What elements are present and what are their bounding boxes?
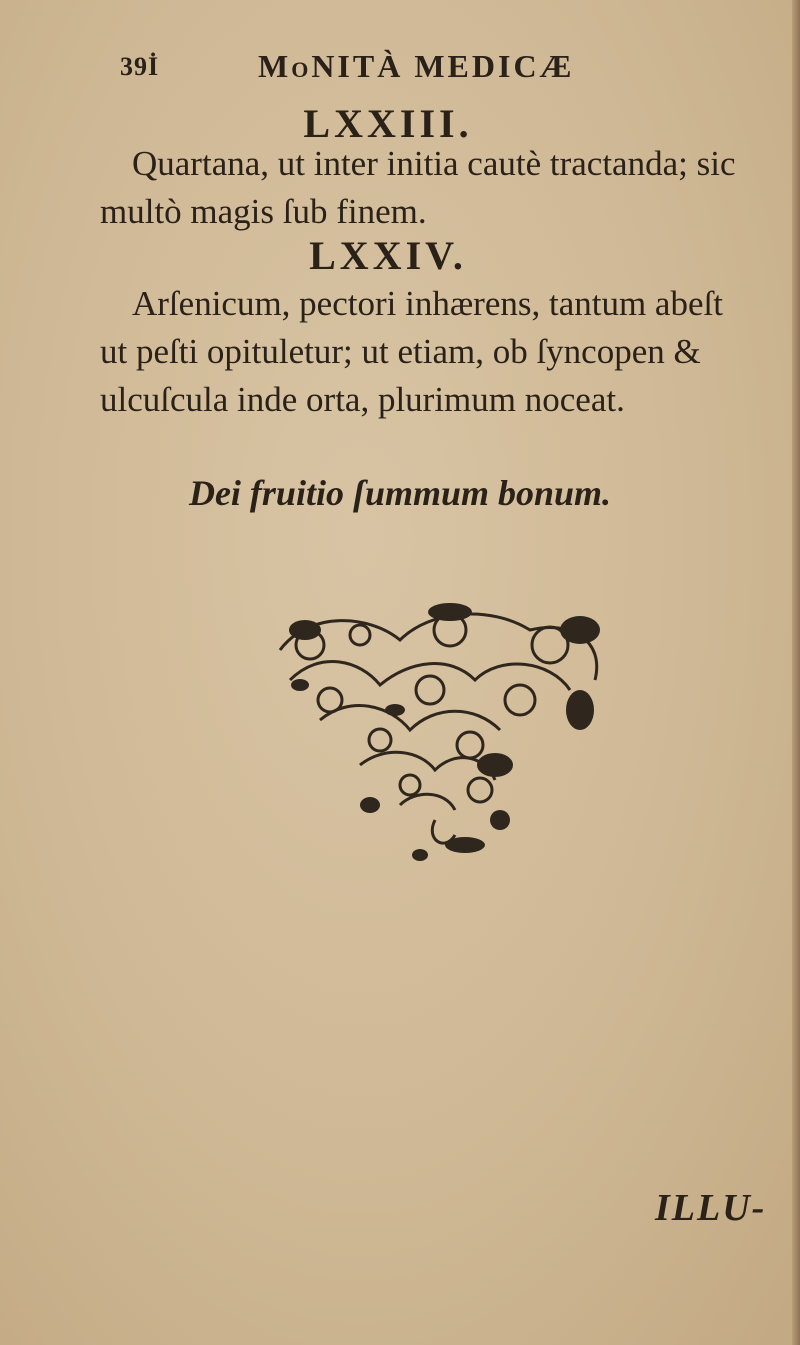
text-line: ulcuſcula inde orta, plurimum noceat. xyxy=(100,380,625,419)
section-number: LXXIV. xyxy=(309,233,467,278)
floral-vignette-icon xyxy=(250,590,620,890)
text-line: ut peſti opituletur; ut etiam, ob ſyncopen & xyxy=(100,332,701,371)
section-text xyxy=(100,140,770,236)
motto: Dei fruitio ſummum bonum. xyxy=(188,473,612,513)
section-number: LXXIII. xyxy=(303,101,473,146)
page-edge xyxy=(792,0,800,1345)
page-number: 39İ xyxy=(120,52,160,81)
text-line: Arſenicum, pectori inhærens, tantum abeſt xyxy=(132,284,723,323)
running-head xyxy=(0,48,800,88)
text-line: multò magis ſub finem. xyxy=(100,192,427,231)
text-line: Quartana, ut inter initia cautè tractanda; sic xyxy=(132,144,736,183)
running-title: MoNITÀ MEDICÆ xyxy=(258,48,575,84)
catchword: ILLU- xyxy=(655,1187,767,1229)
section-text xyxy=(100,280,770,424)
